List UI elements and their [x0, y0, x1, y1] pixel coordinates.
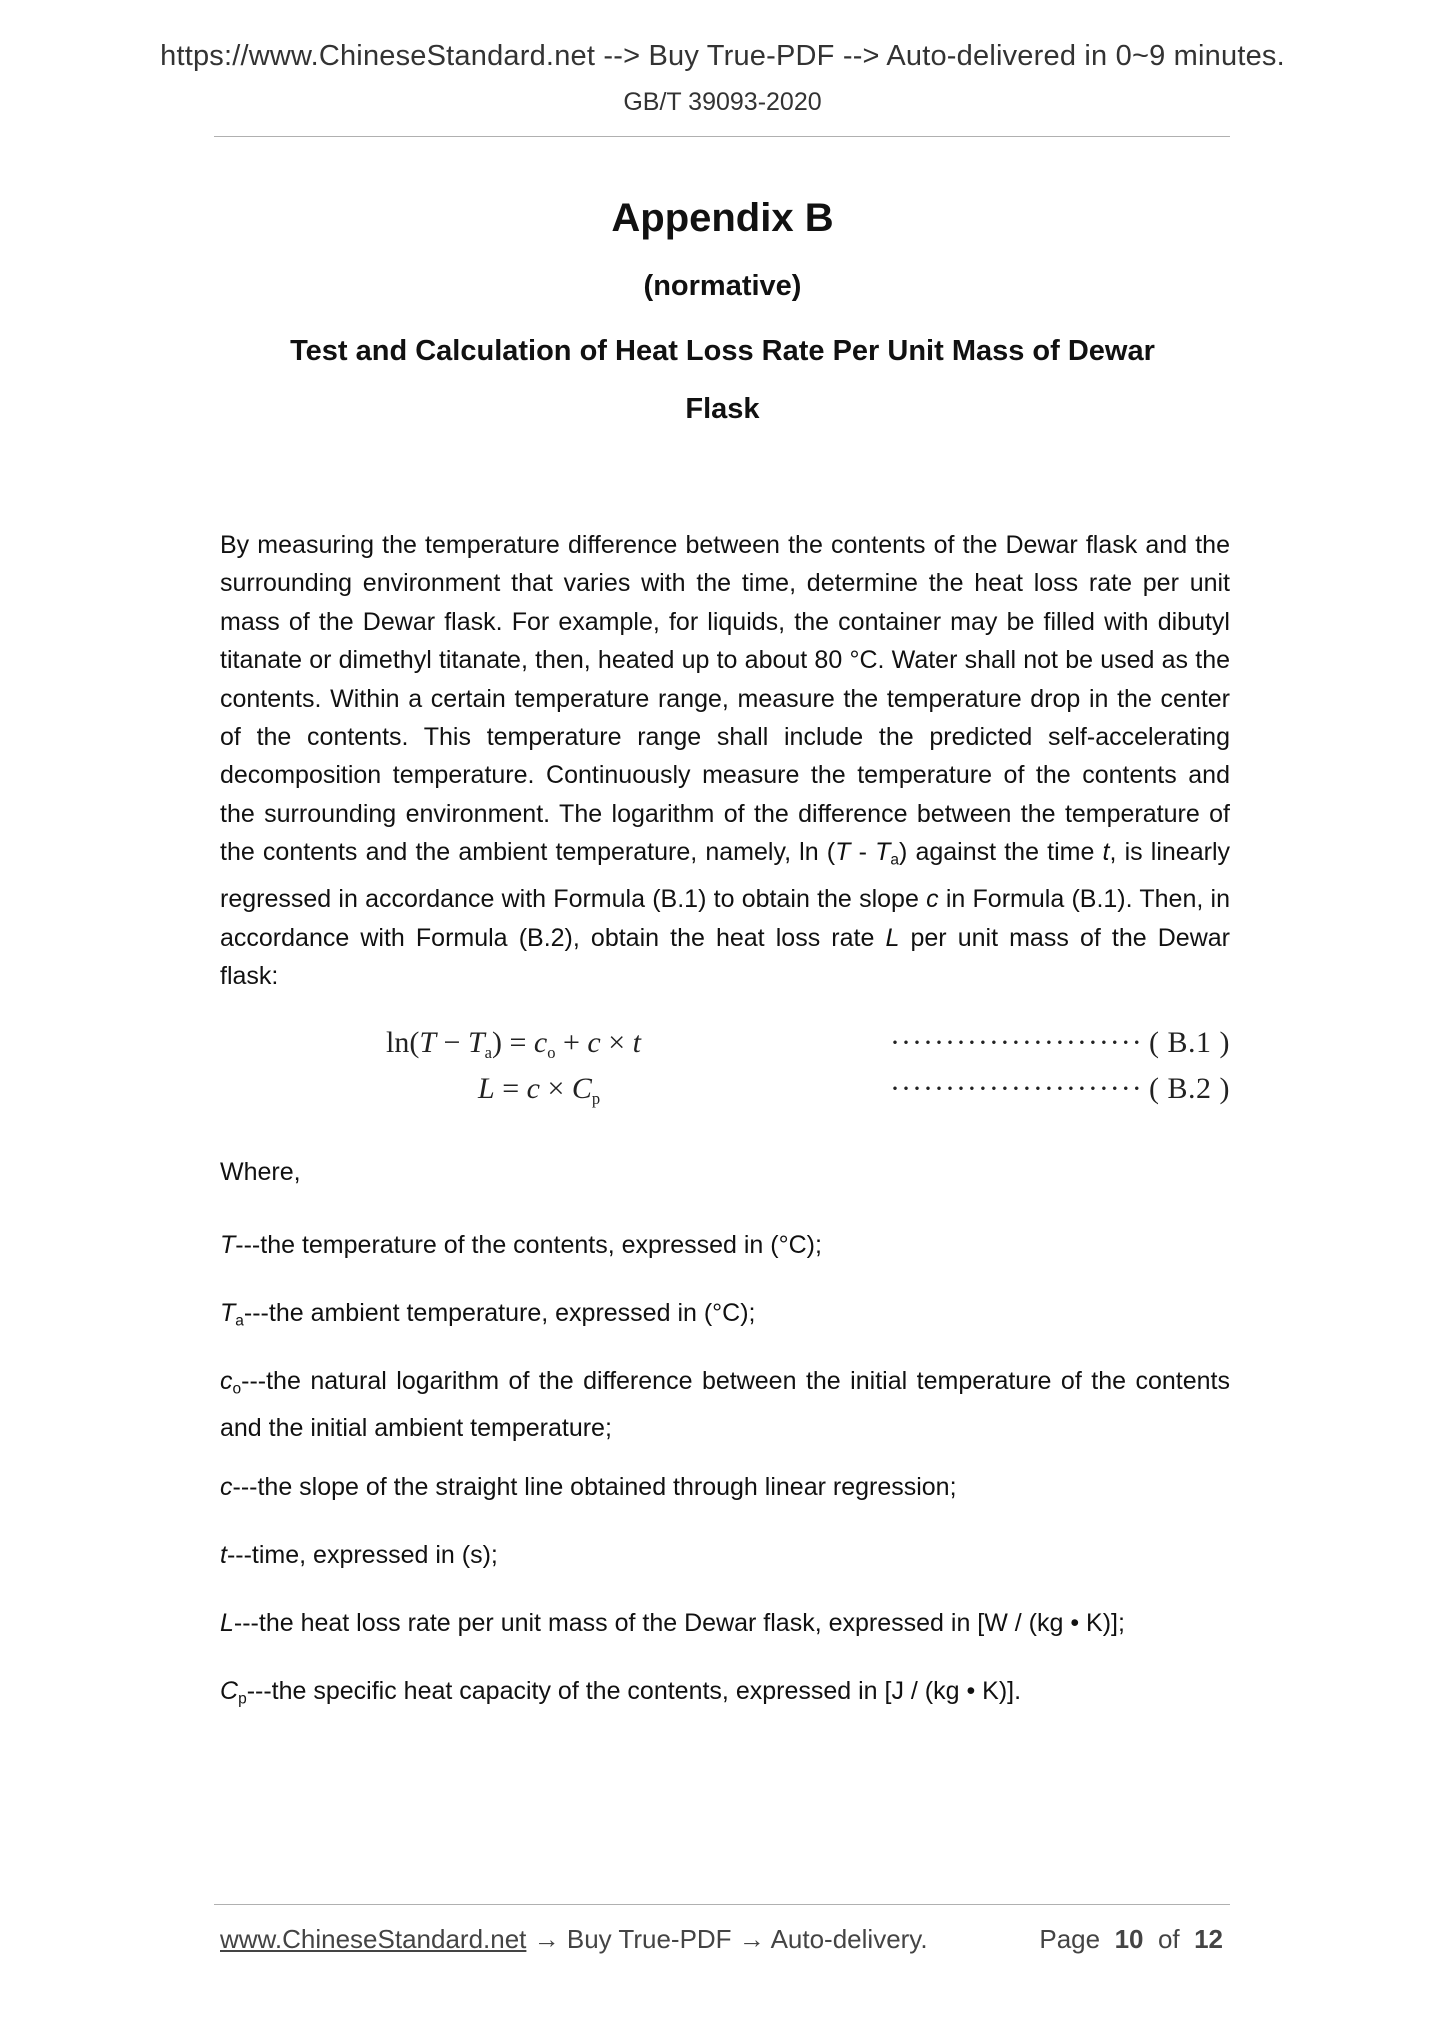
page-indicator [1039, 1924, 1223, 1955]
definition-text: ---the heat loss rate per unit mass of the Dewar flask, expressed in [W / (kg • K)]; [233, 1609, 1125, 1637]
formula-b1-equals: ) = [491, 1026, 534, 1059]
formula-block [200, 1026, 1250, 1126]
definition-symbol: c [220, 1367, 233, 1395]
definition-symbol-sub: o [232, 1380, 242, 1398]
footer-site-link[interactable]: www.ChineseStandard.net [220, 1924, 527, 1954]
definition-symbol: c [220, 1473, 233, 1501]
formula-b1-c: c [587, 1026, 601, 1059]
formula-b1-T: T [419, 1026, 437, 1059]
header-divider [214, 136, 1230, 137]
formula-b2-expression [478, 1072, 600, 1109]
formula-b1-times: × [600, 1026, 633, 1059]
formula-b1-Ta: T [467, 1026, 485, 1059]
appendix-heading [220, 322, 1225, 438]
definition-text: ---the ambient temperature, expressed in (°C); [243, 1299, 756, 1327]
formula-b1-ln: ln( [386, 1026, 420, 1059]
appendix-title: Appendix B [611, 196, 834, 240]
formula-b1-c0-sub: o [547, 1042, 556, 1062]
page-total: 12 [1194, 1924, 1223, 1954]
formula-b2-times: × [539, 1072, 572, 1105]
definition-text: ---time, expressed in (s); [226, 1541, 498, 1569]
footer-divider [214, 1904, 1230, 1905]
appendix-heading-line-1: Test and Calculation of Heat Loss Rate Per Unit Mass of Dewar [290, 335, 1155, 367]
definition-symbol: t [220, 1541, 227, 1569]
formula-b2-L: L [478, 1072, 495, 1105]
where-label: Where, [220, 1158, 301, 1186]
formula-b2-c: c [526, 1072, 540, 1105]
definition-text: ---the temperature of the contents, expressed in (°C); [235, 1231, 822, 1259]
formula-b1-Ta-sub: a [484, 1042, 492, 1062]
definition-symbol: L [220, 1609, 234, 1637]
definition-text: ---the slope of the straight line obtained through linear regression; [232, 1473, 957, 1501]
formula-b2-leader-dots: ······················· [890, 1072, 1143, 1105]
formula-b2-Cp-sub: p [591, 1088, 601, 1108]
footer-promo [220, 1924, 928, 1955]
para-symbol-L: L [885, 923, 900, 952]
definition-symbol-sub: a [235, 1312, 244, 1330]
definition-item [220, 1362, 1230, 1447]
para-text-5: per unit mass of the Dewar flask: [220, 923, 1230, 991]
page-number: 10 [1114, 1924, 1144, 1954]
definition-symbol: T [220, 1231, 236, 1259]
formula-b1 [200, 1026, 1250, 1070]
formula-b2 [200, 1072, 1250, 1116]
page-of-label: of [1157, 1924, 1180, 1954]
formula-b1-c0: c [533, 1026, 548, 1059]
para-text-3: , is linearly regressed in accordance with Formula (B.1) to obtain the slope [220, 838, 1230, 914]
appendix-heading-line-2: Flask [685, 393, 760, 425]
formula-b1-plus: + [555, 1026, 588, 1059]
formula-b1-leader-dots: ······················· [890, 1026, 1143, 1059]
formula-b1-minus: − [436, 1026, 468, 1059]
definition-symbol: T [220, 1299, 236, 1327]
standard-code: GB/T 39093-2020 [623, 88, 822, 116]
definition-item [220, 1294, 1230, 1341]
definition-symbol-sub: p [238, 1690, 247, 1708]
definition-item [220, 1672, 1230, 1719]
top-banner[interactable]: https://www.ChineseStandard.net --> Buy True-PDF --> Auto-delivered in 0~9 minutes. [160, 40, 1285, 72]
para-text-2: ) against the time [898, 838, 1103, 867]
definition-text: ---the specific heat capacity of the contents, expressed in [J / (kg • K)]. [246, 1677, 1022, 1705]
footer-promo-text: → Buy True-PDF → Auto-delivery. [526, 1924, 928, 1954]
formula-b2-number: ( B.2 ) [1149, 1072, 1230, 1105]
para-symbol-c: c [926, 885, 939, 914]
para-text-4: in Formula (B.1). Then, in accordance with Formula (B.2), obtain the heat loss rate [220, 885, 1230, 952]
definition-text: ---the natural logarithm of the difference between the initial temperature of the contents and the initial ambient temperature; [220, 1367, 1230, 1442]
formula-b1-number: ( B.1 ) [1149, 1026, 1230, 1059]
formula-b1-expression [386, 1026, 641, 1063]
intro-paragraph [220, 526, 1230, 996]
para-symbol-T: T [835, 838, 851, 867]
appendix-subtitle: (normative) [643, 270, 802, 302]
formula-b2-equals: = [494, 1072, 527, 1105]
definition-item [220, 1226, 1230, 1264]
definition-symbol: C [220, 1677, 239, 1705]
para-text-1: By measuring the temperature difference between the contents of the Dewar flask and the surrounding environment that varies with the time, determine the heat loss rate per unit mass of the Dewar flask. For example, for liquids, the container may be filled with dibutyl titanate or dimethyl titanate, then, heated up to about 80 °C. Water shall not be used as the contents. Within a certain temperature range, measure the temperature drop in the center of the contents. This temperature range shall include the predicted self-accelerating decomposition temperature. Continuously measure the temperature of the contents and the surrounding environment. The logarithm of the difference between the temperature of the contents and the ambient temperature, namely, ln ( [220, 531, 1230, 867]
para-symbol-t: t [1102, 838, 1110, 867]
page-label: Page [1039, 1924, 1101, 1954]
para-symbol-Ta: T [875, 838, 891, 867]
para-symbol-Ta-sub: a [890, 851, 899, 869]
para-minus: - [850, 838, 876, 867]
formula-b2-Cp: C [571, 1072, 592, 1105]
definition-item [220, 1468, 1230, 1506]
definition-item [220, 1536, 1230, 1574]
definition-item [220, 1604, 1230, 1642]
formula-b1-t: t [632, 1026, 641, 1059]
